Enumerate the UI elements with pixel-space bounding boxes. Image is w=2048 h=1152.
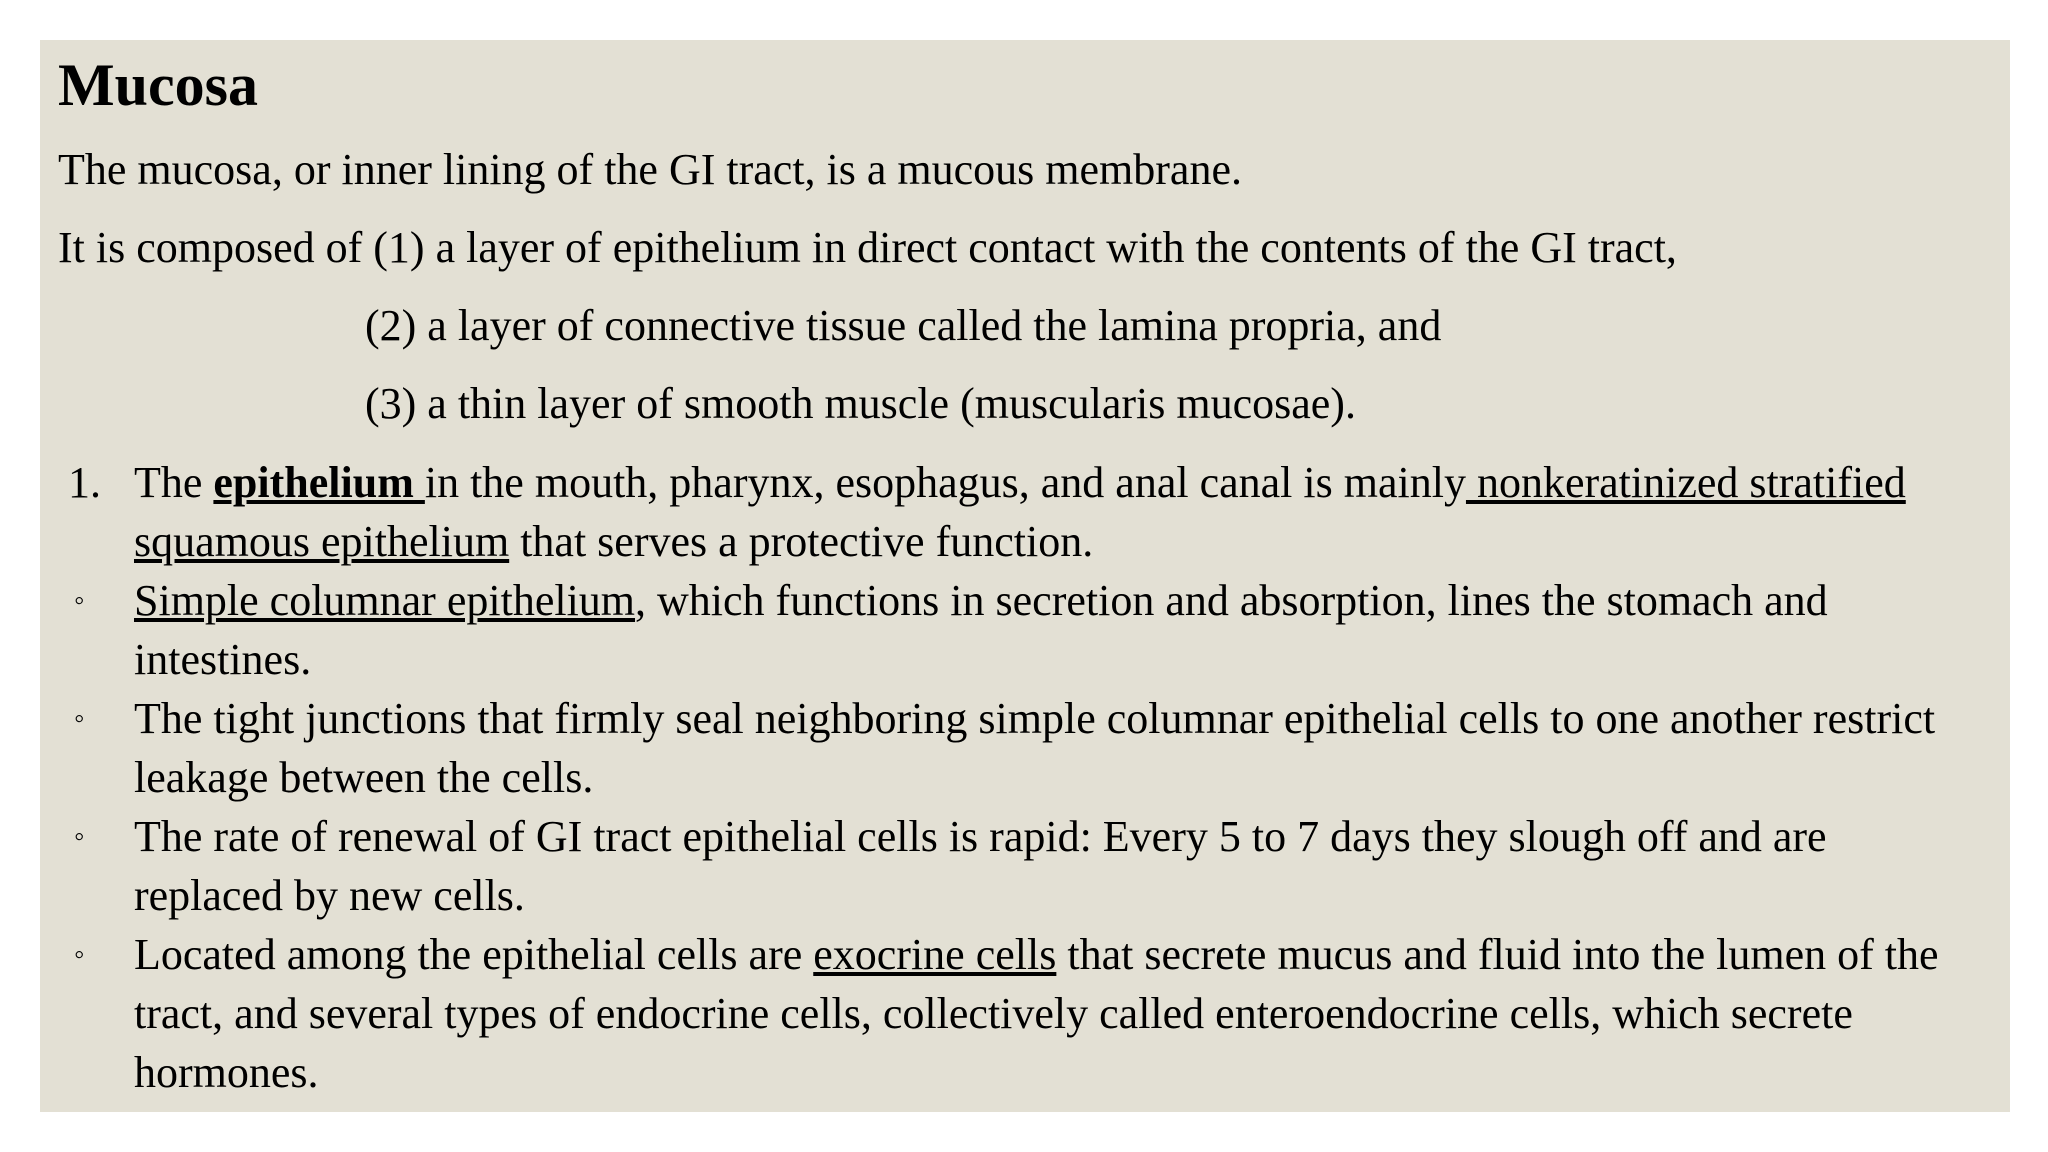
intro-line: The mucosa, or inner lining of the GI tract, is a mucous membrane. <box>58 145 1242 194</box>
text-segment: that secrete mucus and fluid into the lumen of the tract, and several types of endocrine cells, collectively called enteroendocrine cells, which secrete hormones. <box>134 930 1939 1097</box>
slide-panel <box>40 40 2010 1112</box>
simple-columnar-term: Simple columnar epithelium <box>134 576 636 625</box>
list-item-text <box>134 571 1965 689</box>
text-segment: that serves a protective function. <box>509 517 1094 566</box>
bullet-icon: ◦ <box>74 820 85 853</box>
list-item-text: The rate of renewal of GI tract epithelial cells is rapid: Every 5 to 7 days they slough off and are replaced by new cells. <box>134 812 1827 920</box>
epithelium-term: epithelium <box>213 458 425 507</box>
composed-line-3: (3) a thin layer of smooth muscle (muscularis mucosae). <box>365 379 1356 428</box>
text-segment: The <box>134 458 214 507</box>
list-item-text <box>134 925 1965 1102</box>
composed-line-1: It is composed of (1) a layer of epithelium in direct contact with the contents of the GI tract, <box>58 223 1677 272</box>
bullet-icon: ◦ <box>74 702 85 735</box>
list-item-text <box>134 453 1965 571</box>
slide-title: Mucosa <box>58 52 258 118</box>
list-number: 1. <box>68 458 101 507</box>
nonkeratinized-term: nonkeratinized stratified squamous epithelium <box>134 458 1906 566</box>
bullet-icon: ◦ <box>74 938 85 971</box>
list-item-text: The tight junctions that firmly seal neighboring simple columnar epithelial cells to one another restrict leakage between the cells. <box>134 694 1936 802</box>
text-segment: in the mouth, pharynx, esophagus, and anal canal is mainly <box>424 458 1466 507</box>
composed-line-2: (2) a layer of connective tissue called the lamina propria, and <box>365 301 1442 350</box>
text-segment: Located among the epithelial cells are <box>134 930 814 979</box>
text-segment: , which functions in secretion and absorption, lines the stomach and intestines. <box>134 576 1828 684</box>
bullet-icon: ◦ <box>74 584 85 617</box>
exocrine-cells-term: exocrine cells <box>813 930 1057 979</box>
